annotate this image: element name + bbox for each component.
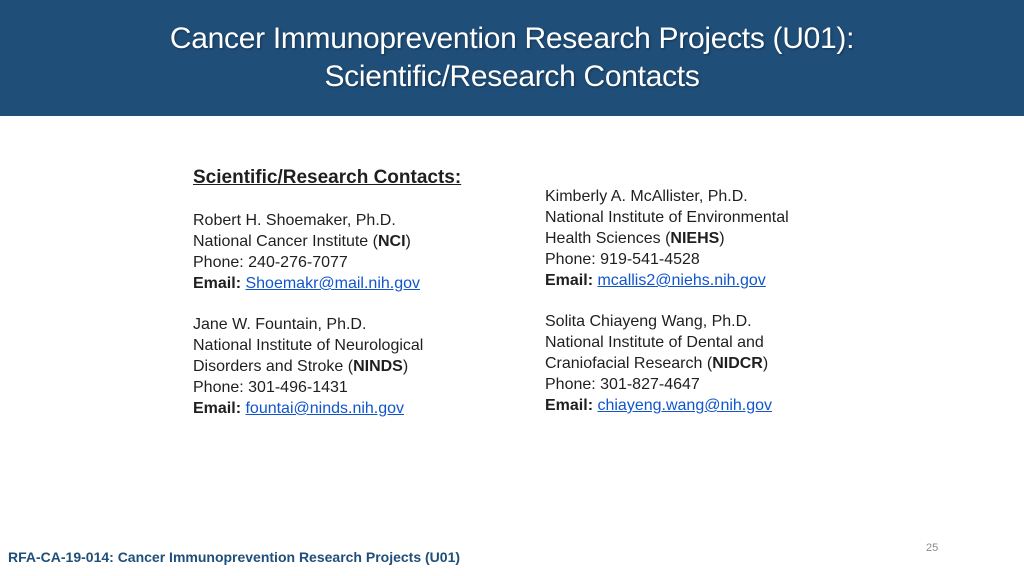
contact-card-wang bbox=[545, 311, 845, 416]
contact-institution-line-1: National Institute of Environmental bbox=[545, 209, 789, 226]
contact-card-shoemaker bbox=[193, 210, 513, 294]
email-label: Email: bbox=[545, 272, 594, 289]
contact-email-row bbox=[193, 273, 513, 294]
contact-institution-line-2: Disorders and Stroke (NINDS) bbox=[193, 358, 409, 375]
email-link[interactable]: fountai@ninds.nih.gov bbox=[245, 400, 405, 417]
contact-email-row bbox=[545, 270, 845, 291]
email-label: Email: bbox=[545, 397, 594, 414]
contact-name: Kimberly A. McAllister, Ph.D. bbox=[545, 188, 748, 205]
email-link[interactable]: chiayeng.wang@nih.gov bbox=[597, 397, 773, 414]
contact-institution: National Cancer Institute (NCI) bbox=[193, 233, 411, 250]
institution-acronym: NIEHS bbox=[670, 230, 720, 247]
institution-acronym: NINDS bbox=[353, 358, 403, 375]
email-link[interactable]: mcallis2@niehs.nih.gov bbox=[597, 272, 766, 289]
contact-name: Robert H. Shoemaker, Ph.D. bbox=[193, 212, 396, 229]
contact-phone: Phone: 240-276-7077 bbox=[193, 254, 348, 271]
email-link[interactable]: Shoemakr@mail.nih.gov bbox=[245, 275, 421, 292]
page-number: 25 bbox=[926, 542, 939, 554]
contact-email-row bbox=[193, 398, 513, 419]
email-label: Email: bbox=[193, 400, 242, 417]
section-heading: Scientific/Research Contacts: bbox=[193, 167, 462, 188]
contact-card-fountain bbox=[193, 314, 513, 419]
contact-institution-line-1: National Institute of Dental and bbox=[545, 334, 764, 351]
contact-name: Jane W. Fountain, Ph.D. bbox=[193, 316, 367, 333]
title-banner bbox=[0, 0, 1024, 116]
contacts-left-column bbox=[193, 166, 513, 439]
contact-phone: Phone: 301-496-1431 bbox=[193, 379, 348, 396]
slide-title-line-2: Scientific/Research Contacts bbox=[324, 60, 700, 93]
institution-acronym: NCI bbox=[377, 233, 406, 250]
email-label: Email: bbox=[193, 275, 242, 292]
contact-institution-line-2: Health Sciences (NIEHS) bbox=[545, 230, 725, 247]
slide-title-line-1: Cancer Immunoprevention Research Projects (U01): bbox=[169, 22, 855, 55]
contact-institution-line-1: National Institute of Neurological bbox=[193, 337, 424, 354]
contact-name: Solita Chiayeng Wang, Ph.D. bbox=[545, 313, 752, 330]
contact-phone: Phone: 919-541-4528 bbox=[545, 251, 700, 268]
contact-phone: Phone: 301-827-4647 bbox=[545, 376, 700, 393]
contact-card-mcallister bbox=[545, 186, 845, 291]
contact-email-row bbox=[545, 395, 845, 416]
contacts-right-column bbox=[545, 186, 845, 436]
footer-text: RFA-CA-19-014: Cancer Immunoprevention Research Projects (U01) bbox=[8, 549, 461, 565]
contact-institution-line-2: Craniofacial Research (NIDCR) bbox=[545, 355, 769, 372]
institution-acronym: NIDCR bbox=[712, 355, 763, 372]
